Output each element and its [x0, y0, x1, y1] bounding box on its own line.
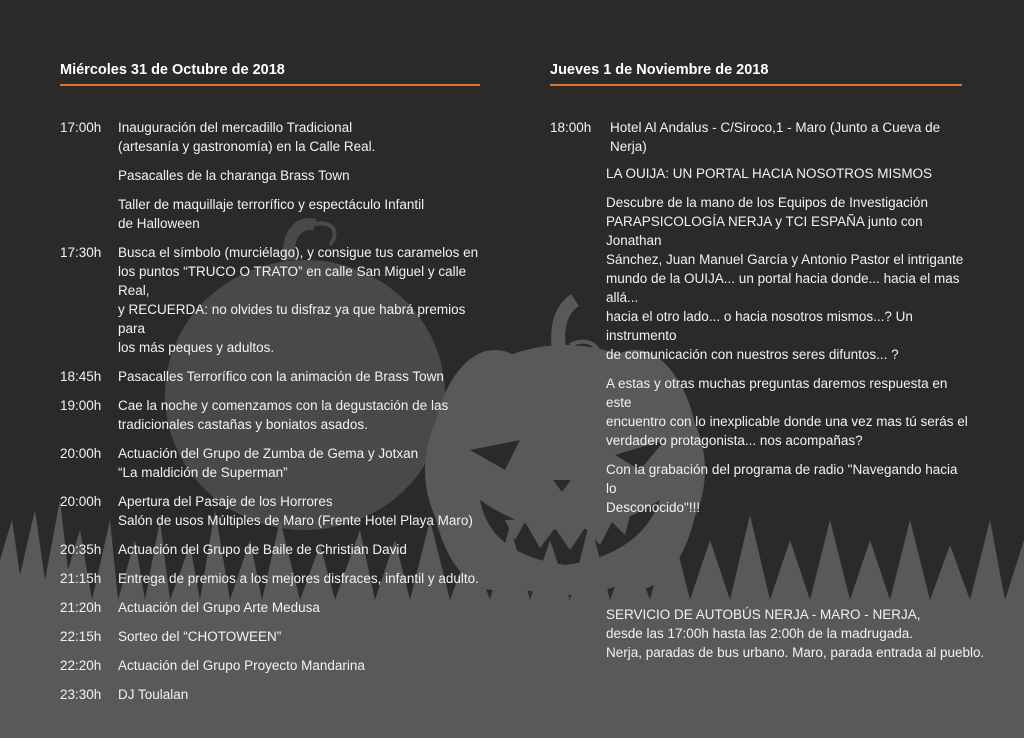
- entry-text: Actuación del Grupo Proyecto Mandarina: [118, 658, 365, 673]
- description-paragraph: Descubre de la mano de los Equipos de Investigación PARAPSICOLOGÍA NERJA y TCI ESPAÑA junto con Jonathan Sánchez, Juan Manuel García y Antonio Pastor el intrigante mundo de la OUIJA... un portal hacia donde... hacia el mas allá... hacia el otro lado... o hacia nosotros mismos...? Un instrumento de comunicación con nuestros seres difuntos... ?: [606, 195, 964, 362]
- entry-time: 17:00h: [60, 120, 102, 135]
- schedule-entry: [60, 569, 480, 588]
- entry-time: [60, 195, 118, 233]
- description-paragraph: LA OUIJA: UN PORTAL HACIA NOSOTROS MISMOS: [606, 166, 933, 181]
- entry-time: 18:45h: [60, 369, 102, 384]
- schedule-entry: [60, 656, 480, 675]
- entry-text: Pasacalles Terrorífico con la animación de Brass Town: [118, 369, 444, 384]
- event-time: 18:00h: [550, 120, 592, 135]
- entry-time: 21:20h: [60, 600, 102, 615]
- schedule-entry: [60, 627, 480, 646]
- entry-text: Actuación del Grupo de Baile de Christian David: [118, 542, 407, 557]
- schedule-entry: [60, 367, 480, 386]
- entry-time: 23:30h: [60, 687, 102, 702]
- day-two-event: [550, 118, 970, 156]
- schedule-entry: [60, 492, 480, 530]
- entry-time: 22:15h: [60, 629, 102, 644]
- schedule-entry: [60, 396, 480, 434]
- bus-service-notice: SERVICIO DE AUTOBÚS NERJA - MARO - NERJA, desde las 17:00h hasta las 2:00h de la madrugada. Nerja, paradas de bus urbano. Maro, parada entrada al pueblo.: [606, 607, 985, 660]
- entry-text: Taller de maquillaje terrorífico y espectáculo Infantil de Halloween: [118, 197, 425, 231]
- entry-text: Busca el símbolo (murciélago), y consigue tus caramelos en los puntos “TRUCO O TRATO” en calle San Miguel y calle Real, y RECUERDA: no olvides tu disfraz ya que habrá premios para los más peques y adultos.: [118, 245, 479, 355]
- day-one-column: [60, 62, 480, 704]
- schedule-entry: [60, 540, 480, 559]
- day-two-column: [550, 62, 970, 517]
- day-one-heading: Miércoles 31 de Octubre de 2018: [60, 62, 480, 86]
- schedule-entry: [60, 685, 480, 704]
- schedule-entry: [60, 243, 480, 357]
- day-one-schedule: [60, 118, 480, 704]
- day-two-description: [550, 164, 970, 517]
- entry-time: [60, 166, 118, 185]
- entry-text: Inauguración del mercadillo Tradicional (artesanía y gastronomía) en la Calle Real.: [118, 120, 376, 154]
- description-paragraph: A estas y otras muchas preguntas daremos respuesta en este encuentro con lo inexplicable donde una vez mas tú serás el verdadero protagonista... nos acompañas?: [606, 376, 968, 448]
- entry-time: 20:00h: [60, 446, 102, 461]
- entry-text: Entrega de premios a los mejores disfraces, infantil y adulto.: [118, 571, 479, 586]
- entry-text: Cae la noche y comenzamos con la degustación de las tradicionales castañas y boniatos asados.: [118, 398, 449, 432]
- entry-text: Sorteo del “CHOTOWEEN”: [118, 629, 282, 644]
- schedule-entry: [60, 166, 480, 185]
- entry-time: 17:30h: [60, 245, 102, 260]
- entry-time: 21:15h: [60, 571, 102, 586]
- entry-text: Actuación del Grupo Arte Medusa: [118, 600, 320, 615]
- entry-text: DJ Toulalan: [118, 687, 189, 702]
- description-paragraph: Con la grabación del programa de radio "Navegando hacia lo Desconocido"!!!: [606, 462, 958, 515]
- entry-time: 20:35h: [60, 542, 102, 557]
- schedule-entry: [60, 598, 480, 617]
- entry-text: Pasacalles de la charanga Brass Town: [118, 168, 350, 183]
- event-venue: Hotel Al Andalus - C/Siroco,1 - Maro (Junto a Cueva de Nerja): [610, 120, 941, 154]
- entry-time: 22:20h: [60, 658, 102, 673]
- day-two-heading: Jueves 1 de Noviembre de 2018: [550, 62, 962, 86]
- entry-text: Apertura del Pasaje de los Horrores Salón de usos Múltiples de Maro (Frente Hotel Playa Maro): [118, 494, 473, 528]
- schedule-entry: [60, 444, 480, 482]
- entry-time: 20:00h: [60, 494, 102, 509]
- schedule-entry: [60, 195, 480, 233]
- entry-time: 19:00h: [60, 398, 102, 413]
- schedule-entry: [60, 118, 480, 156]
- entry-text: Actuación del Grupo de Zumba de Gema y Jotxan “La maldición de Superman”: [118, 446, 419, 480]
